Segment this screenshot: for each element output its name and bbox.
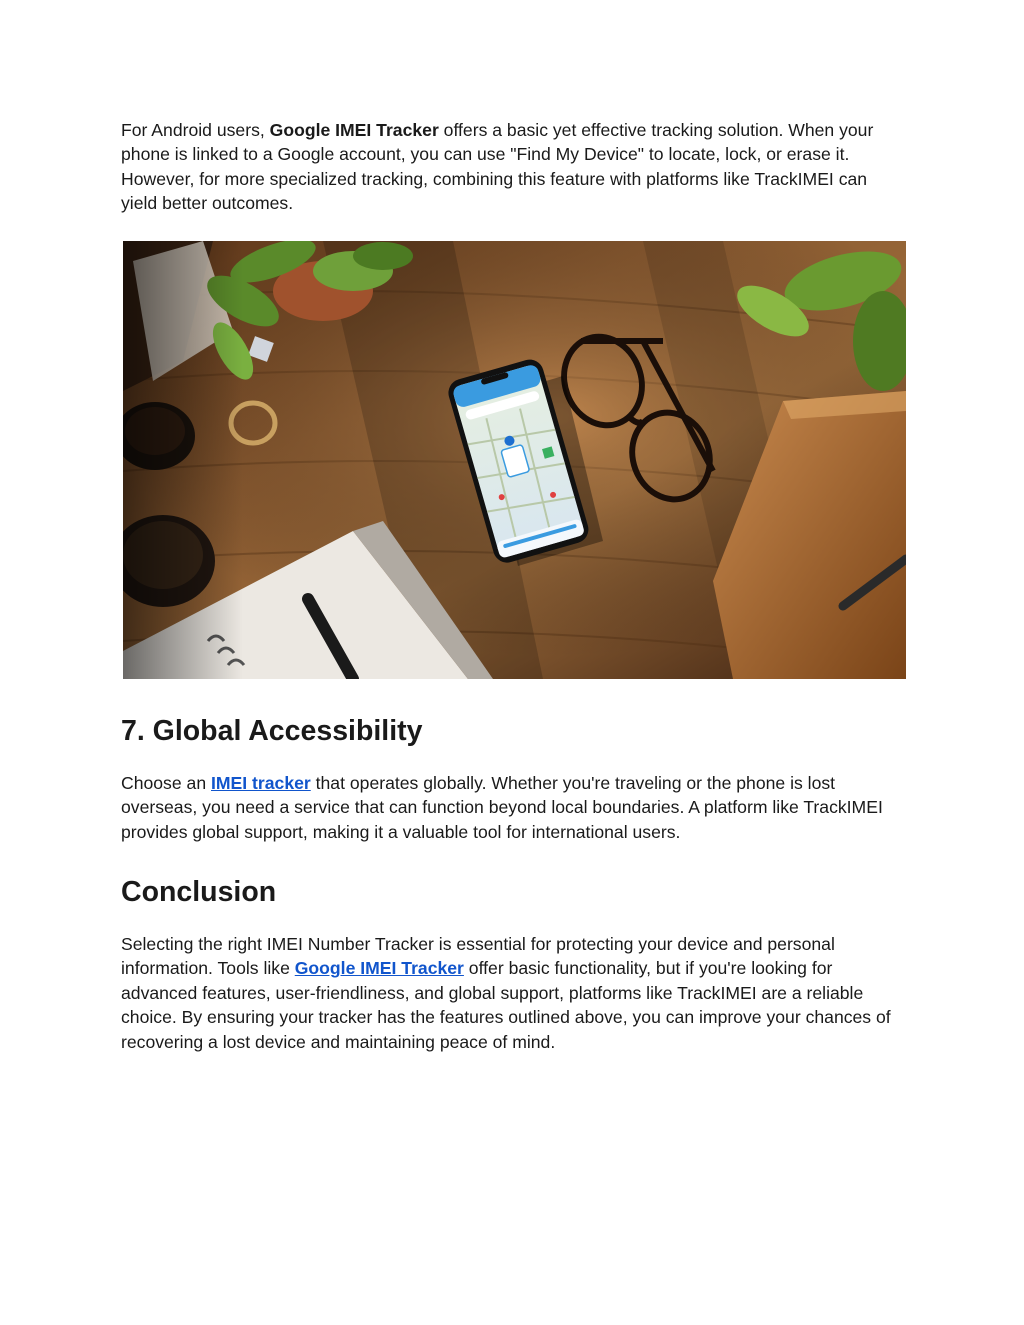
global-accessibility-paragraph bbox=[121, 771, 907, 844]
global-accessibility-block bbox=[121, 771, 907, 844]
photo-illustration bbox=[123, 241, 906, 679]
global-accessibility-text-start: Choose an bbox=[121, 773, 211, 793]
intro-text-start: For Android users, bbox=[121, 120, 270, 140]
conclusion-text-end: offer basic functionality, but if you're looking for advanced features, user-friendliness, and global support, platforms like TrackIMEI are a reliable choice. By ensuring your tracker has the features outlined above, you can improve your chances of recovering a lost device and maintaining peace of mind. bbox=[121, 958, 891, 1052]
intro-bold-term: Google IMEI Tracker bbox=[269, 120, 439, 140]
conclusion-block bbox=[121, 932, 907, 1054]
section-heading-conclusion: Conclusion bbox=[121, 876, 277, 908]
conclusion-text-start: Selecting the right IMEI Number Tracker is essential for protecting your device and personal information. Tools like bbox=[121, 934, 835, 979]
section-heading-global-accessibility: 7. Global Accessibility bbox=[121, 715, 423, 747]
intro-paragraph bbox=[121, 118, 907, 216]
desk-phone-photo bbox=[123, 241, 906, 679]
global-accessibility-text-end: that operates globally. Whether you're traveling or the phone is lost overseas, you need a service that can function beyond local boundaries. A platform like TrackIMEI provides global support, making it a valuable tool for international users. bbox=[121, 773, 883, 842]
imei-tracker-link[interactable]: IMEI tracker bbox=[211, 773, 311, 793]
conclusion-paragraph bbox=[121, 932, 907, 1054]
intro-paragraph-block bbox=[121, 118, 907, 216]
google-imei-tracker-link[interactable]: Google IMEI Tracker bbox=[294, 958, 464, 979]
intro-text-end: offers a basic yet effective tracking solution. When your phone is linked to a Google account, you can use "Find My Device" to locate, lock, or erase it. However, for more specialized tracking, combining this feature with platforms like TrackIMEI can yield better outcomes. bbox=[121, 120, 874, 214]
